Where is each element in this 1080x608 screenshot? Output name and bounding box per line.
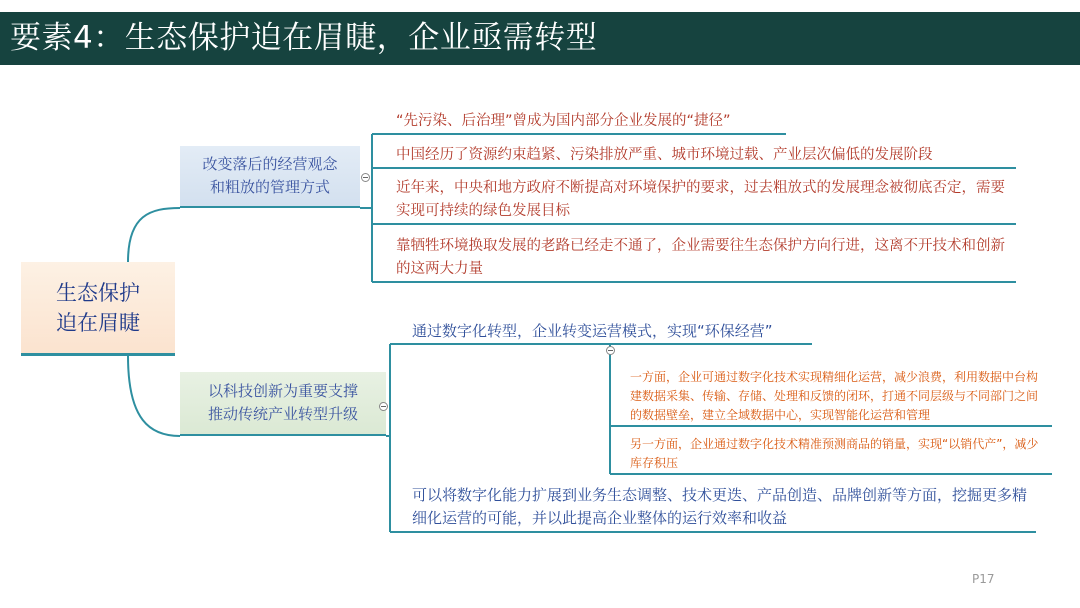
b2-sub-item-1: 一方面，企业可通过数字化技术实现精细化运营，减少浪费，利用数据中台构建数据采集、传输、存储、处理和反馈的闭环，打通不同层级与不同部门之间的数据壁垒，建立全域数据中心，实现智能化运营和管理 (630, 370, 1039, 422)
collapse-icon[interactable] (606, 346, 615, 355)
collapse-icon[interactable] (379, 402, 388, 411)
branch-node-management (180, 146, 360, 208)
connector-branch2-trunk (386, 344, 390, 532)
root-node (21, 262, 175, 356)
b1-item-3: 近年来，中央和地方政府不断提高对环境保护的要求，过去粗放式的发展理念被彻底否定，需要实现可持续的绿色发展目标 (396, 180, 1005, 219)
connector-root-branch2 (128, 356, 180, 436)
page-number: P17 (972, 572, 995, 586)
b1-item-4: 靠牺牲环境换取发展的老路已经走不通了，企业需要往生态保护方向行进，这离不开技术和创新的这两大力量 (396, 238, 1005, 277)
connector-branch1-trunk (360, 134, 372, 282)
branch2-label: 以科技创新为重要支撑 推动传统产业转型升级 (207, 382, 358, 423)
b1-item-1: “先污染、后治理”曾成为国内部分企业发展的“捷径” (396, 113, 731, 129)
b2-sub-item-2: 另一方面，企业通过数字化技术精准预测商品的销量，实现“以销代产”，减少库存积压 (630, 437, 1039, 470)
b2-item-2: 可以将数字化能力扩展到业务生态调整、技术更迭、产品创造、品牌创新等方面，挖掘更多精细化运营的可能，并以此提高企业整体的运行效率和收益 (412, 486, 1028, 527)
branch-node-innovation (180, 372, 386, 436)
branch1-label: 改变落后的经营观念 和粗放的管理方式 (202, 155, 338, 196)
connector-root-branch1 (128, 208, 180, 262)
b1-item-2: 中国经历了资源约束趋紧、污染排放严重、城市环境过载、产业层次偏低的发展阶段 (396, 147, 933, 163)
page-title: 要素4：生态保护迫在眉睫，企业亟需转型 (10, 20, 598, 56)
root-label: 生态保护 迫在眉睫 (56, 280, 140, 335)
b2-item-1: 通过数字化转型，企业转变运营模式，实现“环保经营” (412, 322, 773, 340)
collapse-icon[interactable] (361, 173, 370, 182)
